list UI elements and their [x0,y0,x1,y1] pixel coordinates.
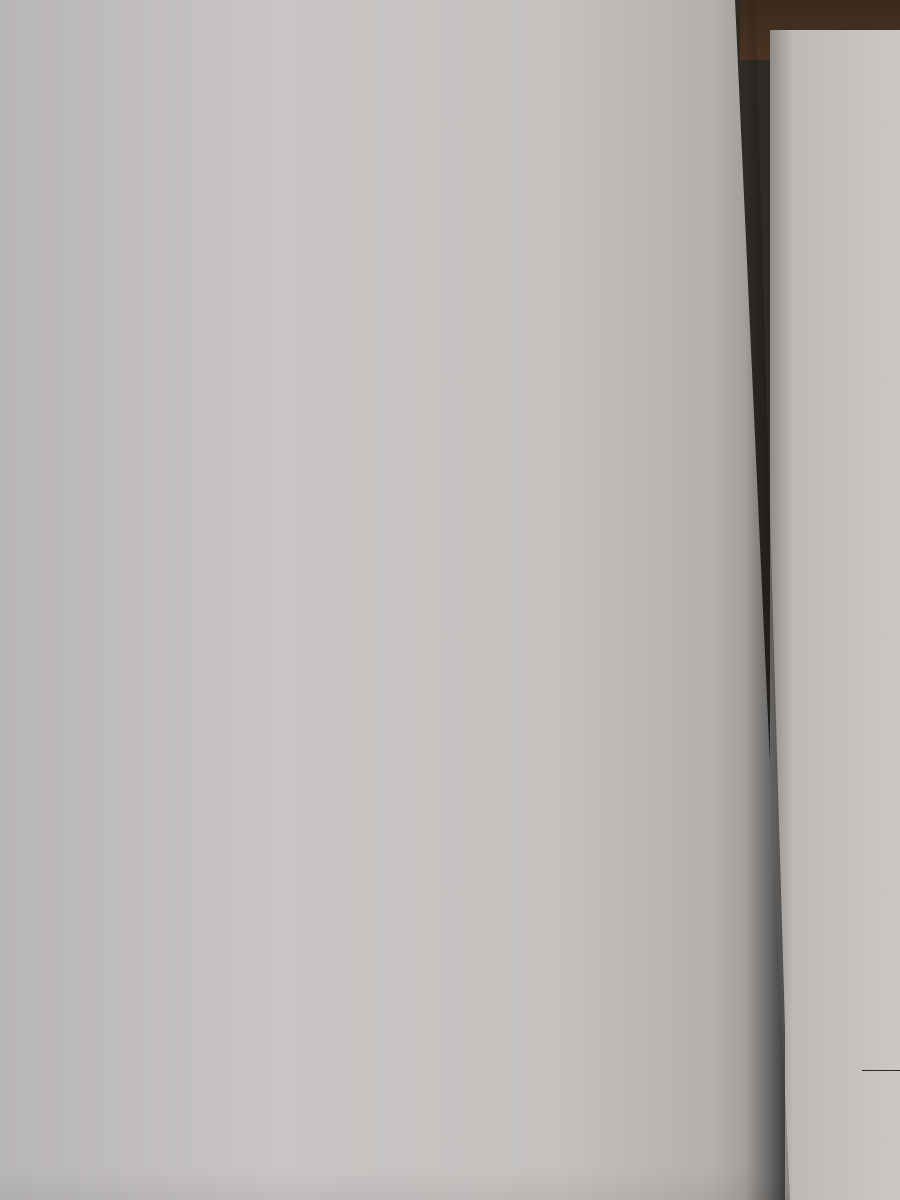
page-bottom-shade [0,1168,790,1200]
right-page [770,30,900,1200]
right-page-rule [862,1070,900,1071]
